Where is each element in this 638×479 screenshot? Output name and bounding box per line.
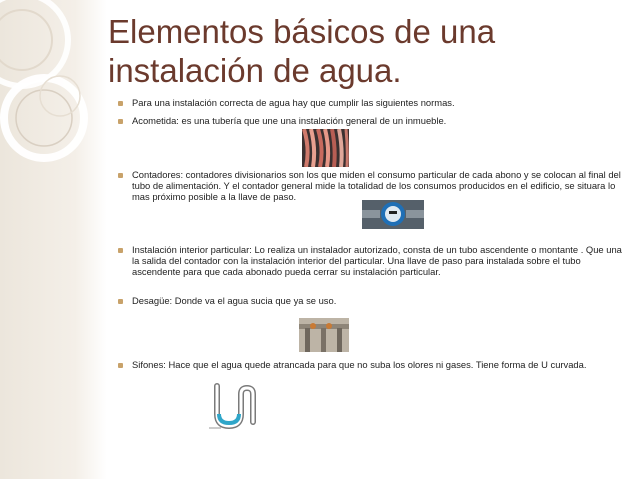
drain-pipes-image [299,318,349,352]
bullet-icon [118,363,123,368]
pipes-image [302,129,349,167]
slide-title: Elementos básicos de una instalación de agua. [108,13,496,89]
bullet-icon [118,248,123,253]
bullet-text: Instalación interior particular: Lo realiza un instalador autorizado, consta de un tubo ascendente o montante . Que una la salida del contador con la instalación interior del particular. Una llave de paso para instalada sobre el tubo ascendente para que cada abonado pueda cerrar su instalación particular. [132,244,622,277]
bullet-item [118,245,623,277]
bullet-text: Sifones: Hace que el agua quede atrancada para que no suba los olores ni gases. Tiene forma de U curvada. [132,359,587,370]
siphon-icon [207,382,261,432]
bullet-text: Desagüe: Donde va el agua sucia que ya se uso. [132,295,337,306]
bullet-item [118,360,623,371]
bullet-icon [118,119,123,124]
water-meter-image [362,200,424,229]
bullet-item [118,116,623,127]
bullet-icon [118,299,123,304]
bullet-item [118,296,623,307]
bullet-text: Contadores: contadores divisionarios son los que miden el consumo particular de cada abono y se colocan al final del tubo de alimentación. Y el contador general mide la totalidad de los consumos producidos en el edificio, se situara lo mas próximo posible a la llave de paso. [132,169,621,202]
bullet-icon [118,101,123,106]
bullet-item [118,98,623,109]
bullet-text: Acometida: es una tubería que une una instalación general de un inmueble. [132,115,447,126]
bullet-item [118,170,623,202]
bullet-icon [118,173,123,178]
bullet-text: Para una instalación correcta de agua hay que cumplir las siguientes normas. [132,97,455,108]
